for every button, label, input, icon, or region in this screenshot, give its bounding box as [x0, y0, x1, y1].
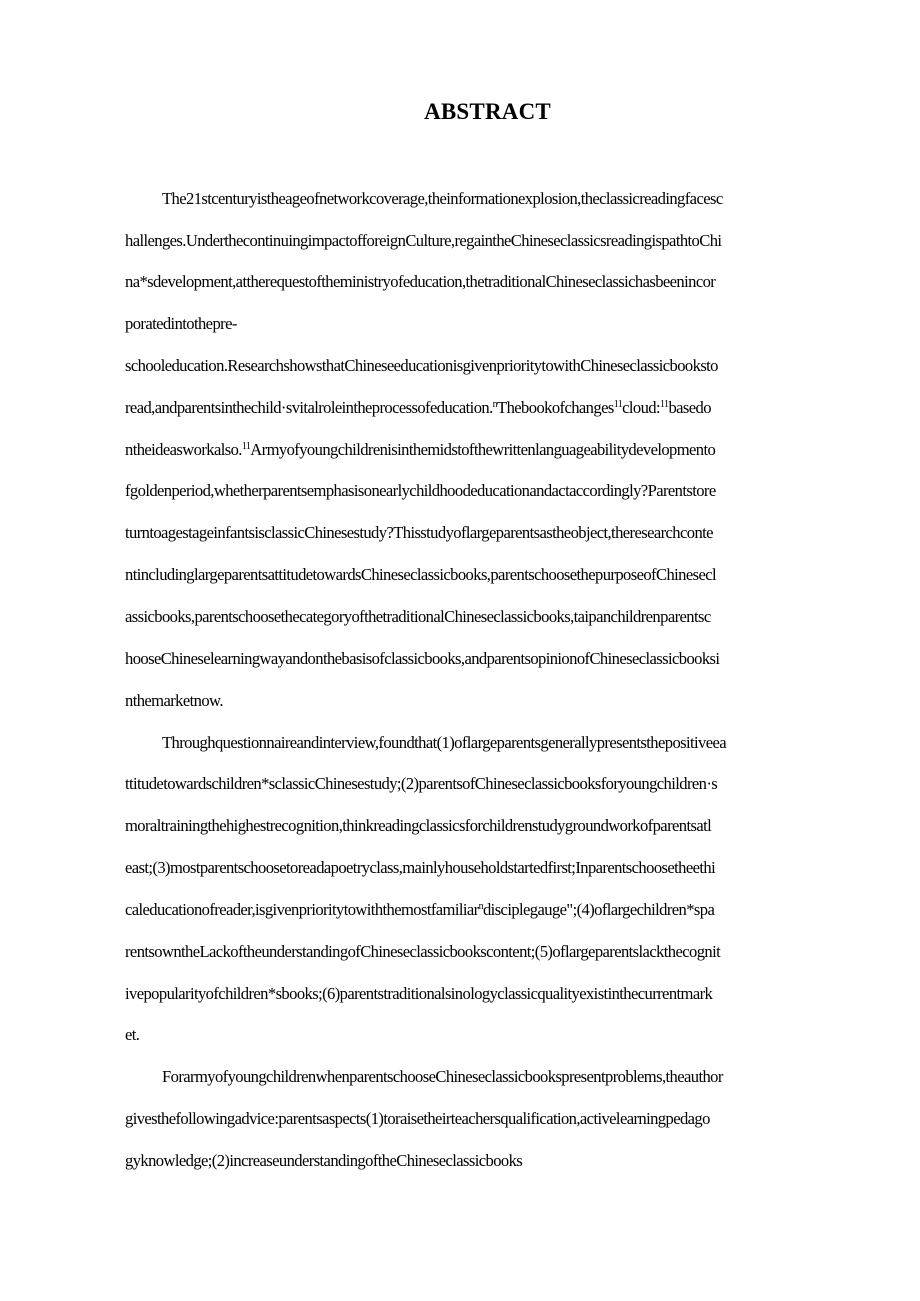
superscript: n: [478, 901, 483, 912]
text-line: schooleducation.ResearchshowsthatChineseeducationisgivenprioritytowithChineseclassicbooksto: [125, 356, 718, 375]
text-line: gyknowledge;(2)increaseunderstandingoftheChineseclassicbooks: [125, 1151, 523, 1170]
text-fragment: caleducationofreader,isgivenprioritytowiththemostfamiliar: [125, 900, 479, 919]
text-line: [125, 438, 715, 462]
abstract-title: ABSTRACT: [424, 99, 551, 124]
text-line: ivepopularityofchildren*sbooks;(6)parentstraditionalsinologyclassicqualityexistinthecurrentmark: [125, 984, 713, 1003]
text-line: Throughquestionnaireandinterview,foundthat(1)oflargeparentsgenerallypresentsthepositiveea: [162, 733, 727, 752]
text-line: assicbooks,parentschoosethecategoryofthetraditionalChineseclassicbooks,taipanchildrenparentsc: [125, 607, 711, 626]
text-line: hooseChineselearningwayandonthebasisofclassicbooks,andparentsopinionofChineseclassicbooksi: [125, 649, 720, 668]
text-fragment: cloud:: [622, 398, 661, 417]
superscript: n: [492, 399, 498, 410]
text-fragment: ntheideasworkalso.: [125, 440, 242, 459]
text-line: turntoagestageinfantsisclassicChinesestudy?Thisstudyoflargeparentsastheobject,theresearchconte: [125, 523, 713, 542]
text-line: fgoldenperiod,whetherparentsemphasisonearlychildhoodeducationandactaccordingly?Parentstore: [125, 481, 716, 500]
text-line: poratedintothepre-: [125, 314, 237, 333]
text-fragment: basedo: [668, 398, 711, 417]
text-fragment: Thebookofchanges: [497, 398, 614, 417]
superscript: 11: [241, 441, 251, 452]
text-line: ntincludinglargeparentsattitudetowardsChineseclassicbooks,parentschoosethepurposeofChinesecl: [125, 565, 717, 584]
text-line: [125, 898, 714, 922]
text-line: ForarmyofyoungchildrenwhenparentschooseChineseclassicbookspresentproblems,theauthor: [162, 1067, 723, 1086]
text-line: et.: [125, 1025, 140, 1044]
text-line: The21stcenturyistheageofnetworkcoverage,theinformationexplosion,theclassicreadingfacesc: [162, 189, 723, 208]
text-fragment: Armyofyoungchildrenisinthemidstofthewrittenlanguageabilitydevelopmento: [250, 440, 716, 459]
text-line: nthemarketnow.: [125, 691, 223, 710]
text-fragment: disciplegauge";(4)oflargechildren*spa: [482, 900, 715, 919]
superscript: 11: [613, 399, 623, 410]
superscript: 11: [660, 399, 669, 410]
text-line: na*sdevelopment,attherequestoftheministryofeducation,thetraditionalChineseclassichasbeenincor: [125, 272, 716, 291]
text-line: hallenges.UnderthecontinuingimpactofforeignCulture,regaintheChineseclassicsreadingispathtoChi: [125, 231, 722, 250]
text-line: [125, 396, 711, 420]
text-line: east;(3)mostparentschoosetoreadapoetryclass,mainlyhouseholdstartedfirst;Inparentschoosetheethi: [125, 858, 716, 877]
text-fragment: read,andparentsinthechild·svitalroleintheprocessofeducation.: [125, 398, 493, 417]
text-line: givesthefollowingadvice:parentsaspects(1)toraisetheirteachersqualification,activelearningpedago: [125, 1109, 710, 1128]
text-line: rentsowntheLackoftheunderstandingofChineseclassicbookscontent;(5)oflargeparentslackthecognit: [125, 942, 721, 961]
text-line: moraltrainingthehighestrecognition,thinkreadingclassicsforchildrenstudygroundworkofparentsatl: [125, 816, 712, 835]
text-line: ttitudetowardschildren*sclassicChinesestudy;(2)parentsofChineseclassicbooksforyoungchildren·s: [125, 774, 718, 793]
